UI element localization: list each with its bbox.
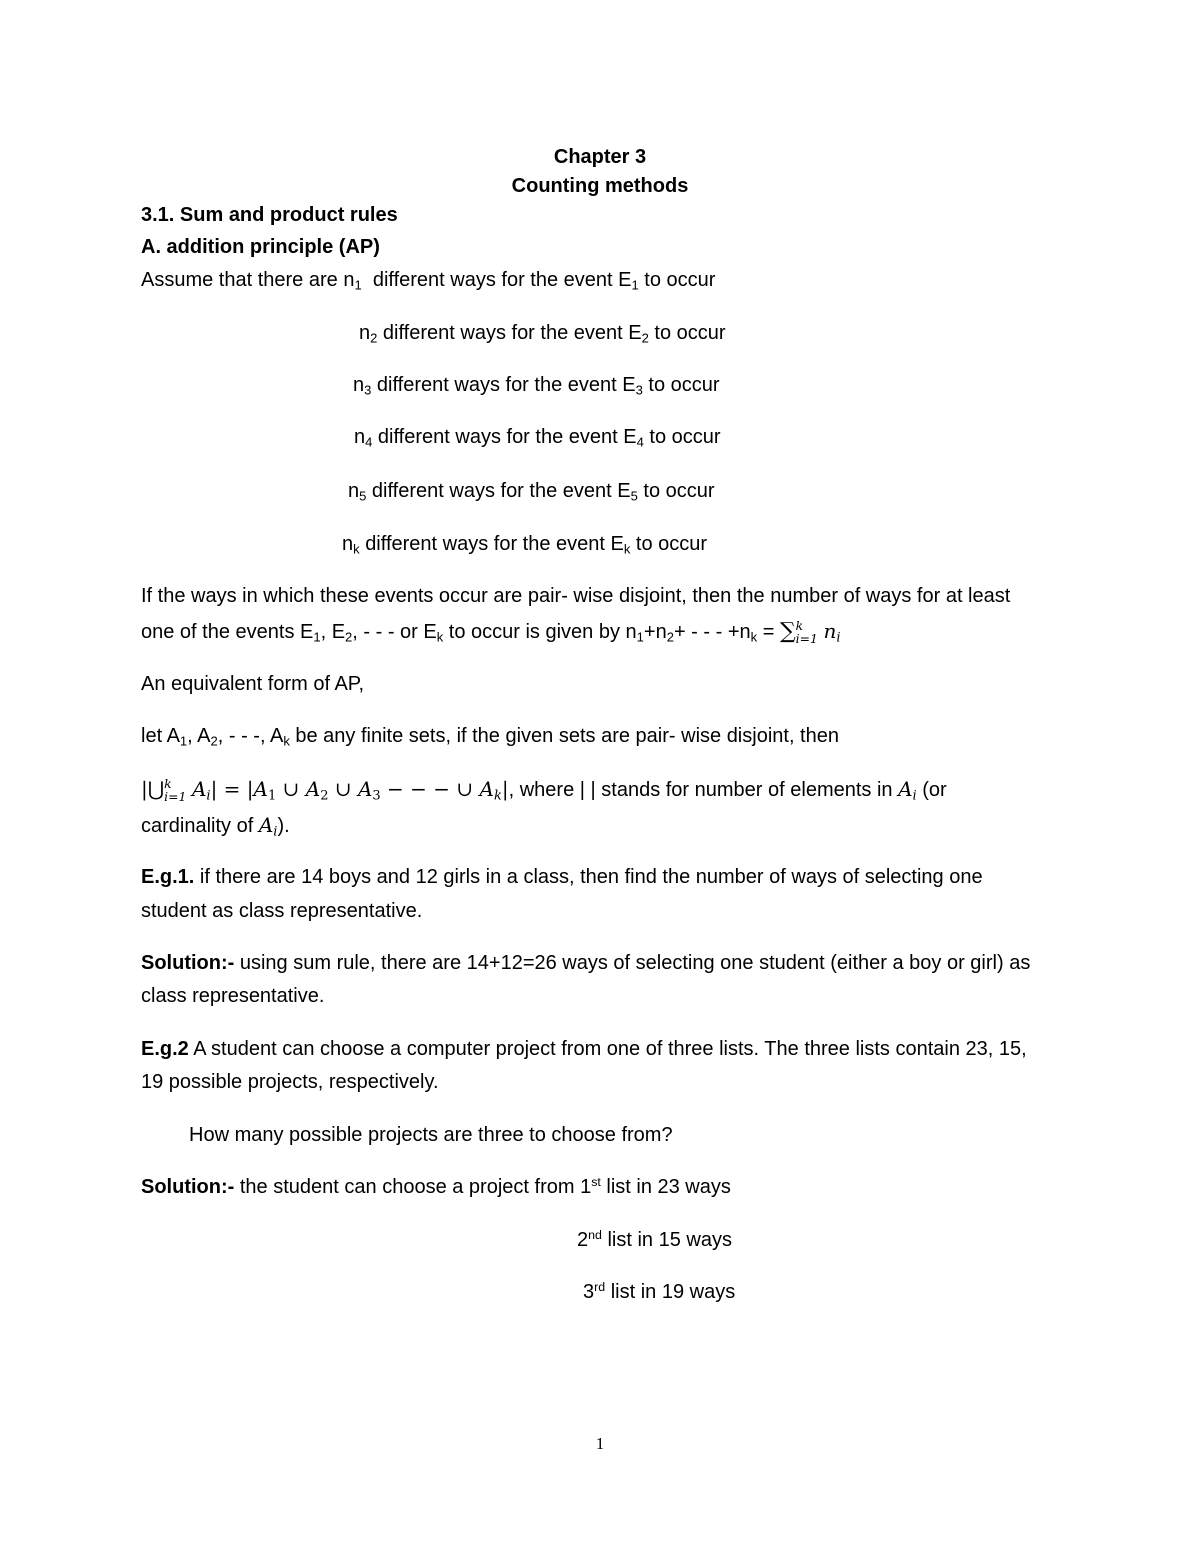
union-formula: |⋃ k i=1 $A_i| = |A_1$ ∪ $A_2$ ∪ $A_3$ − − − ∪ $A_k|$, where | | stands for number of elements in $A_i$ (or — [141, 776, 947, 804]
sum-symbol: ∑ — [779, 619, 796, 644]
page-number: 1 — [595, 1434, 605, 1453]
ap-line-k: $n_k$ different ways for the event $E_k$ to occur — [342, 533, 708, 557]
solution-1-line-2: class representative. — [141, 985, 325, 1007]
disjoint-line-2: one of the events $E_1$, $E_2$, - - - or $E_k$ to occur is given by $n_1+n_2+$ - - - $+n_k$ = ∑ k i=1 $n_i$ — [141, 618, 841, 646]
ap-line-4: $n_4$ different ways for the event $E_4$ to occur — [354, 426, 721, 450]
chapter-title: Counting methods — [511, 175, 689, 197]
sum-limits: k i=1 — [795, 618, 818, 646]
example-2-label: E.g.2 — [141, 1038, 189, 1060]
ap-line-5: $n_5$ different ways for the event $E_5$ to occur — [348, 480, 715, 504]
ap-line-3: $n_3$ different ways for the event $E_3$ to occur — [353, 374, 720, 398]
solution-2-line-2: 2nd list in 15 ways — [577, 1228, 732, 1251]
disjoint-line-1: If the ways in which these events occur are pair- wise disjoint, then the number of ways for at least — [141, 585, 1011, 607]
section-heading: 3.1. Sum and product rules — [141, 204, 398, 226]
solution-2-line-1: Solution:- the student can choose a project from 1st list in 23 ways — [141, 1175, 731, 1198]
example-1-line-1: E.g.1. if there are 14 boys and 12 girls in a class, then find the number of ways of selecting one — [141, 866, 983, 888]
solution-2-line-3: 3rd list in 19 ways — [583, 1280, 736, 1303]
example-1-label: E.g.1. — [141, 866, 195, 888]
example-2-line-2: 19 possible projects, respectively. — [141, 1071, 439, 1093]
subsection-heading: A. addition principle (AP) — [141, 236, 380, 258]
cardinality-line: cardinality of $A_i$). — [141, 813, 290, 840]
example-2-line-1: E.g.2 A student can choose a computer project from one of three lists. The three lists contain 23, 15, — [141, 1038, 1027, 1060]
equivalent-heading: An equivalent form of AP, — [141, 673, 365, 695]
chapter-number: Chapter 3 — [553, 146, 647, 168]
example-2-question: How many possible projects are three to choose from? — [189, 1124, 673, 1146]
solution-1-line-1: Solution:- using sum rule, there are 14+12=26 ways of selecting one student (either a boy or girl) as — [141, 952, 1031, 974]
sets-line: let $A_1$, $A_2$, - - -, $A_k$ be any finite sets, if the given sets are pair- wise disjoint, then — [141, 725, 839, 749]
ap-line-1: Assume that there are $n_1$ different ways for the event $E_1$ to occur — [141, 269, 716, 293]
solution-1-label: Solution:- — [141, 952, 235, 974]
ap-line-2: $n_2$ different ways for the event $E_2$ to occur — [359, 322, 726, 346]
example-1-line-2: student as class representative. — [141, 900, 423, 922]
solution-2-label: Solution:- — [141, 1176, 235, 1198]
